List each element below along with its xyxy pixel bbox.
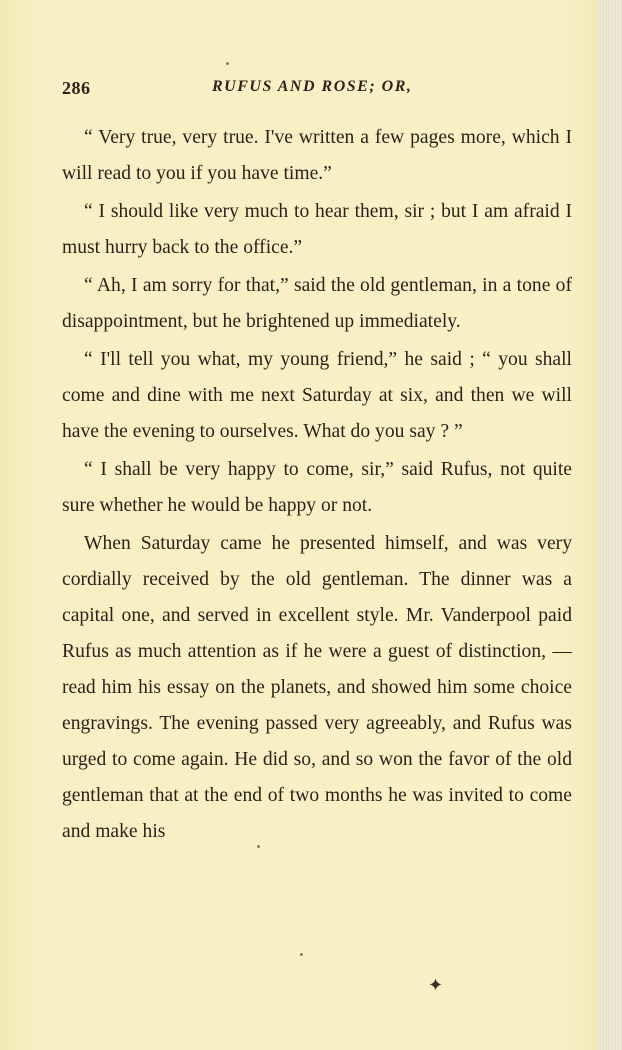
paragraph: “ I should like very much to hear them, sir ; but I am afraid I must hurry back to the office.” bbox=[62, 201, 572, 258]
page-number: 286 bbox=[62, 78, 91, 98]
paragraph: When Saturday came he presented himself, and was very cordially received by the old gentleman. The dinner was a capital one, and served in excellent style. Mr. Vanderpool paid Rufus as much attention as if he were a guest of distinction, — read him his essay on the planets, and showed him some choice engravings. The evening passed very agreeably, and Rufus was urged to come again. He did so, and so won the favor of the old gentleman that at the end of two months he was invited to come and make his bbox=[62, 533, 572, 842]
paragraph: “ I'll tell you what, my young friend,” he said ; “ you shall come and dine with me next Saturday at six, and then we will have the evening to ourselves. What do you say ? ” bbox=[62, 349, 572, 442]
running-title: RUFUS AND ROSE; OR, bbox=[212, 78, 413, 95]
paragraph: “ Ah, I am sorry for that,” said the old gentleman, in a tone of disappointment, but he brightened up immediately. bbox=[62, 275, 572, 332]
running-header bbox=[62, 78, 572, 102]
paragraph: “ Very true, very true. I've written a few pages more, which I will read to you if you have time.” bbox=[62, 127, 572, 184]
ink-smudge-icon: ✦ bbox=[428, 975, 444, 995]
page-edge bbox=[598, 0, 622, 1050]
paragraph: “ I shall be very happy to come, sir,” said Rufus, not quite sure whether he would be happy or not. bbox=[62, 459, 572, 516]
ink-speck bbox=[226, 62, 229, 65]
ink-speck bbox=[300, 953, 303, 956]
body-text bbox=[62, 120, 572, 850]
